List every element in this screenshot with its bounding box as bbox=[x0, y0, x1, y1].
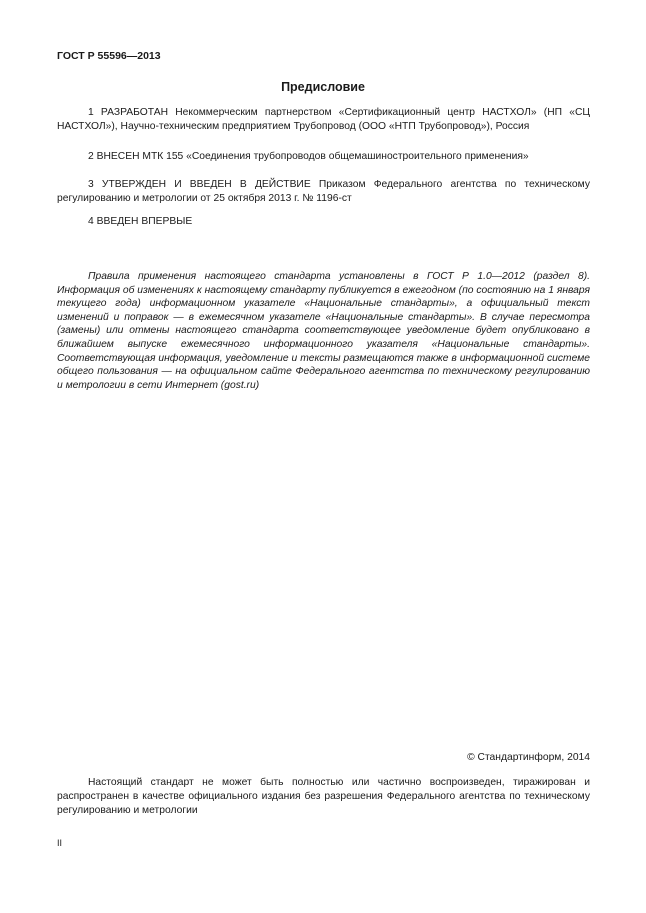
rules-note-text: Правила применения настоящего стандарта установлены в ГОСТ Р 1.0—2012 (раздел 8). Информация об изменениях к настоящему стандарту публикуется в ежегодном (по состоянию на 1 января текущего года) информационном указателе «Национальные стандарты», а официальный текст изменений и поправок — в ежемесячном указателе «Национальные стандарты». В случае пересмотра (замены) или отмены настоящего стандарта соответствующее уведомление будет опубликовано в ближайшем выпуске ежемесячного информационного указателя «Национальные стандарты». Соответствующая информация, уведомление и тексты размещаются также в информационной системе общего пользования — на официальном сайте Федерального агентства по техническому регулированию и метрологии в сети Интернет (gost.ru) bbox=[57, 271, 590, 391]
page-title: Предисловие bbox=[281, 80, 365, 94]
reproduction-notice bbox=[57, 776, 590, 818]
foreword-item-1-text: 1 РАЗРАБОТАН Некоммерческим партнерством «Сертификационный центр НАСТХОЛ» (НП «СЦ НАСТХОЛ»), Научно-техническим предприятием Трубопровод (ООО «НТП Трубопровод»), Россия bbox=[57, 107, 590, 132]
foreword-item-3-text: 3 УТВЕРЖДЕН И ВВЕДЕН В ДЕЙСТВИЕ Приказом Федерального агентства по техническому регулированию и метрологии от 25 октября 2013 г. № 1196-ст bbox=[57, 179, 590, 204]
page-number: II bbox=[57, 838, 63, 848]
reproduction-notice-text: Настоящий стандарт не может быть полностью или частично воспроизведен, тиражирован и распространен в качестве официального издания без разрешения Федерального агентства по техническому регулированию и метрологии bbox=[57, 777, 590, 816]
foreword-item-4-text: 4 ВВЕДЕН ВПЕРВЫЕ bbox=[88, 216, 193, 227]
rules-note bbox=[57, 270, 590, 392]
copyright-line: © Стандартинформ, 2014 bbox=[467, 752, 590, 763]
foreword-item-1 bbox=[57, 106, 590, 134]
foreword-item-2 bbox=[57, 150, 590, 164]
foreword-item-4 bbox=[57, 215, 590, 229]
document-id-header: ГОСТ Р 55596—2013 bbox=[57, 50, 161, 62]
foreword-item-3 bbox=[57, 178, 590, 206]
foreword-item-2-text: 2 ВНЕСЕН МТК 155 «Соединения трубопроводов общемашиностроительного применения» bbox=[88, 151, 529, 162]
